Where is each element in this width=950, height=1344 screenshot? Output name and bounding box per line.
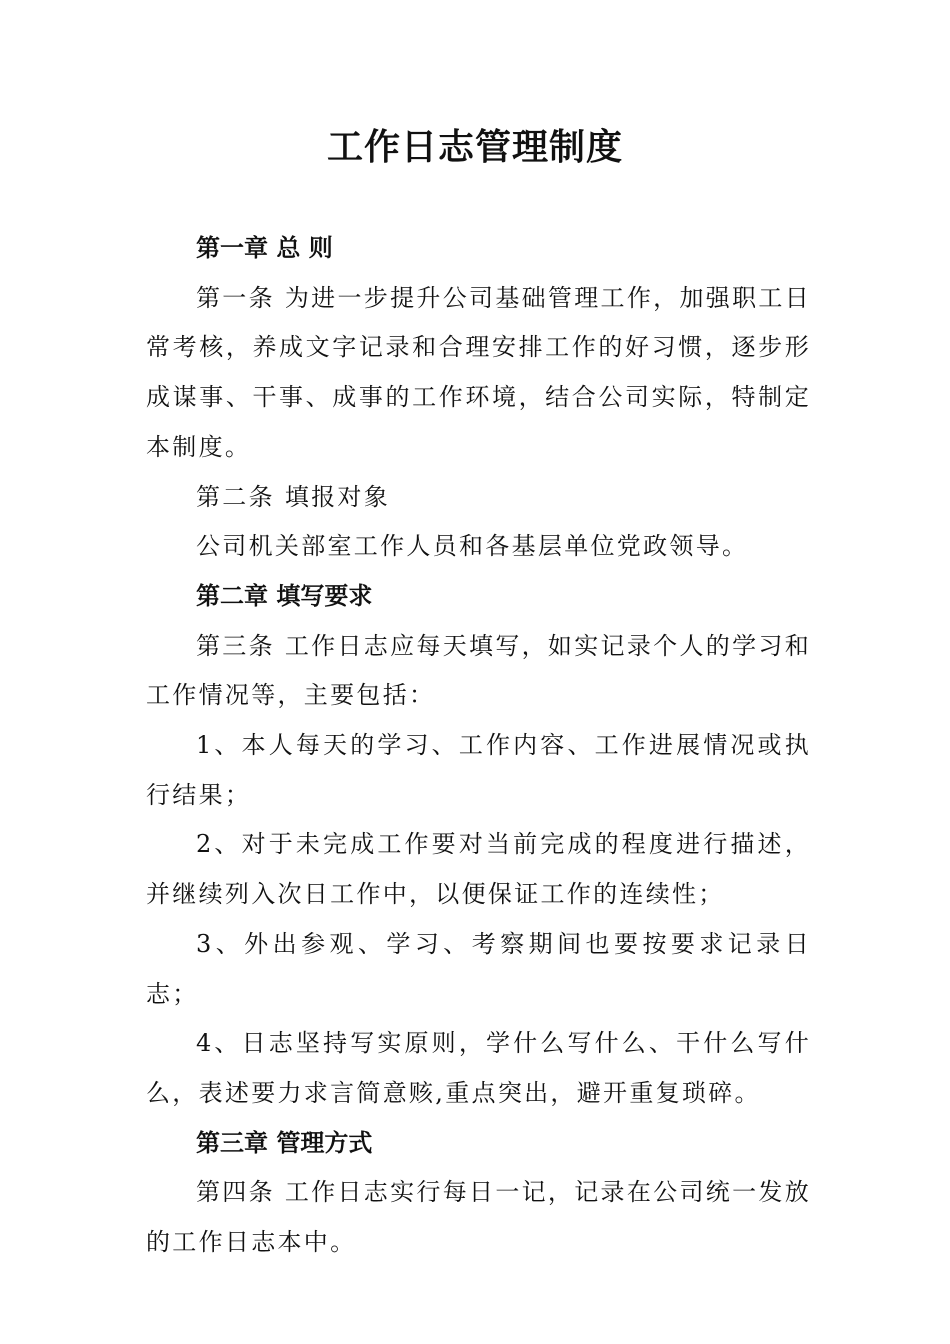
article-3-paragraph: 第三条 工作日志应每天填写，如实记录个人的学习和工作情况等，主要包括： xyxy=(146,631,811,710)
article-2-paragraph: 第二条 填报对象 xyxy=(196,482,391,511)
chapter-2-heading: 第二章 填写要求 xyxy=(196,581,373,610)
list-item-3: 3、外出参观、学习、考察期间也要按要求记录日志； xyxy=(146,929,811,1008)
list-item-2: 2、对于未完成工作要对当前完成的程度进行描述，并继续列入次日工作中，以便保证工作的连续性； xyxy=(146,830,811,909)
list-item-4: 4、日志坚持写实原则，学什么写什么、干什么写什么，表述要力求言简意赅,重点突出，避开重复琐碎。 xyxy=(146,1029,811,1107)
document-body xyxy=(146,224,811,1268)
chapter-3-heading: 第三章 管理方式 xyxy=(196,1128,373,1157)
list-item-1: 1、本人每天的学习、工作内容、工作进展情况或执行结果； xyxy=(146,731,811,809)
article-2-detail-paragraph: 公司机关部室工作人员和各基层单位党政领导。 xyxy=(196,532,749,561)
article-4-paragraph: 第四条 工作日志实行每日一记，记录在公司统一发放的工作日志本中。 xyxy=(146,1178,811,1257)
chapter-1-heading: 第一章 总 则 xyxy=(196,234,333,262)
document-title: 工作日志管理制度 xyxy=(326,127,623,168)
article-1-paragraph: 第一条 为进一步提升公司基础管理工作，加强职工日常考核，养成文字记录和合理安排工作的好习惯，逐步形成谋事、干事、成事的工作环境，结合公司实际，特制定本制度。 xyxy=(146,283,811,461)
